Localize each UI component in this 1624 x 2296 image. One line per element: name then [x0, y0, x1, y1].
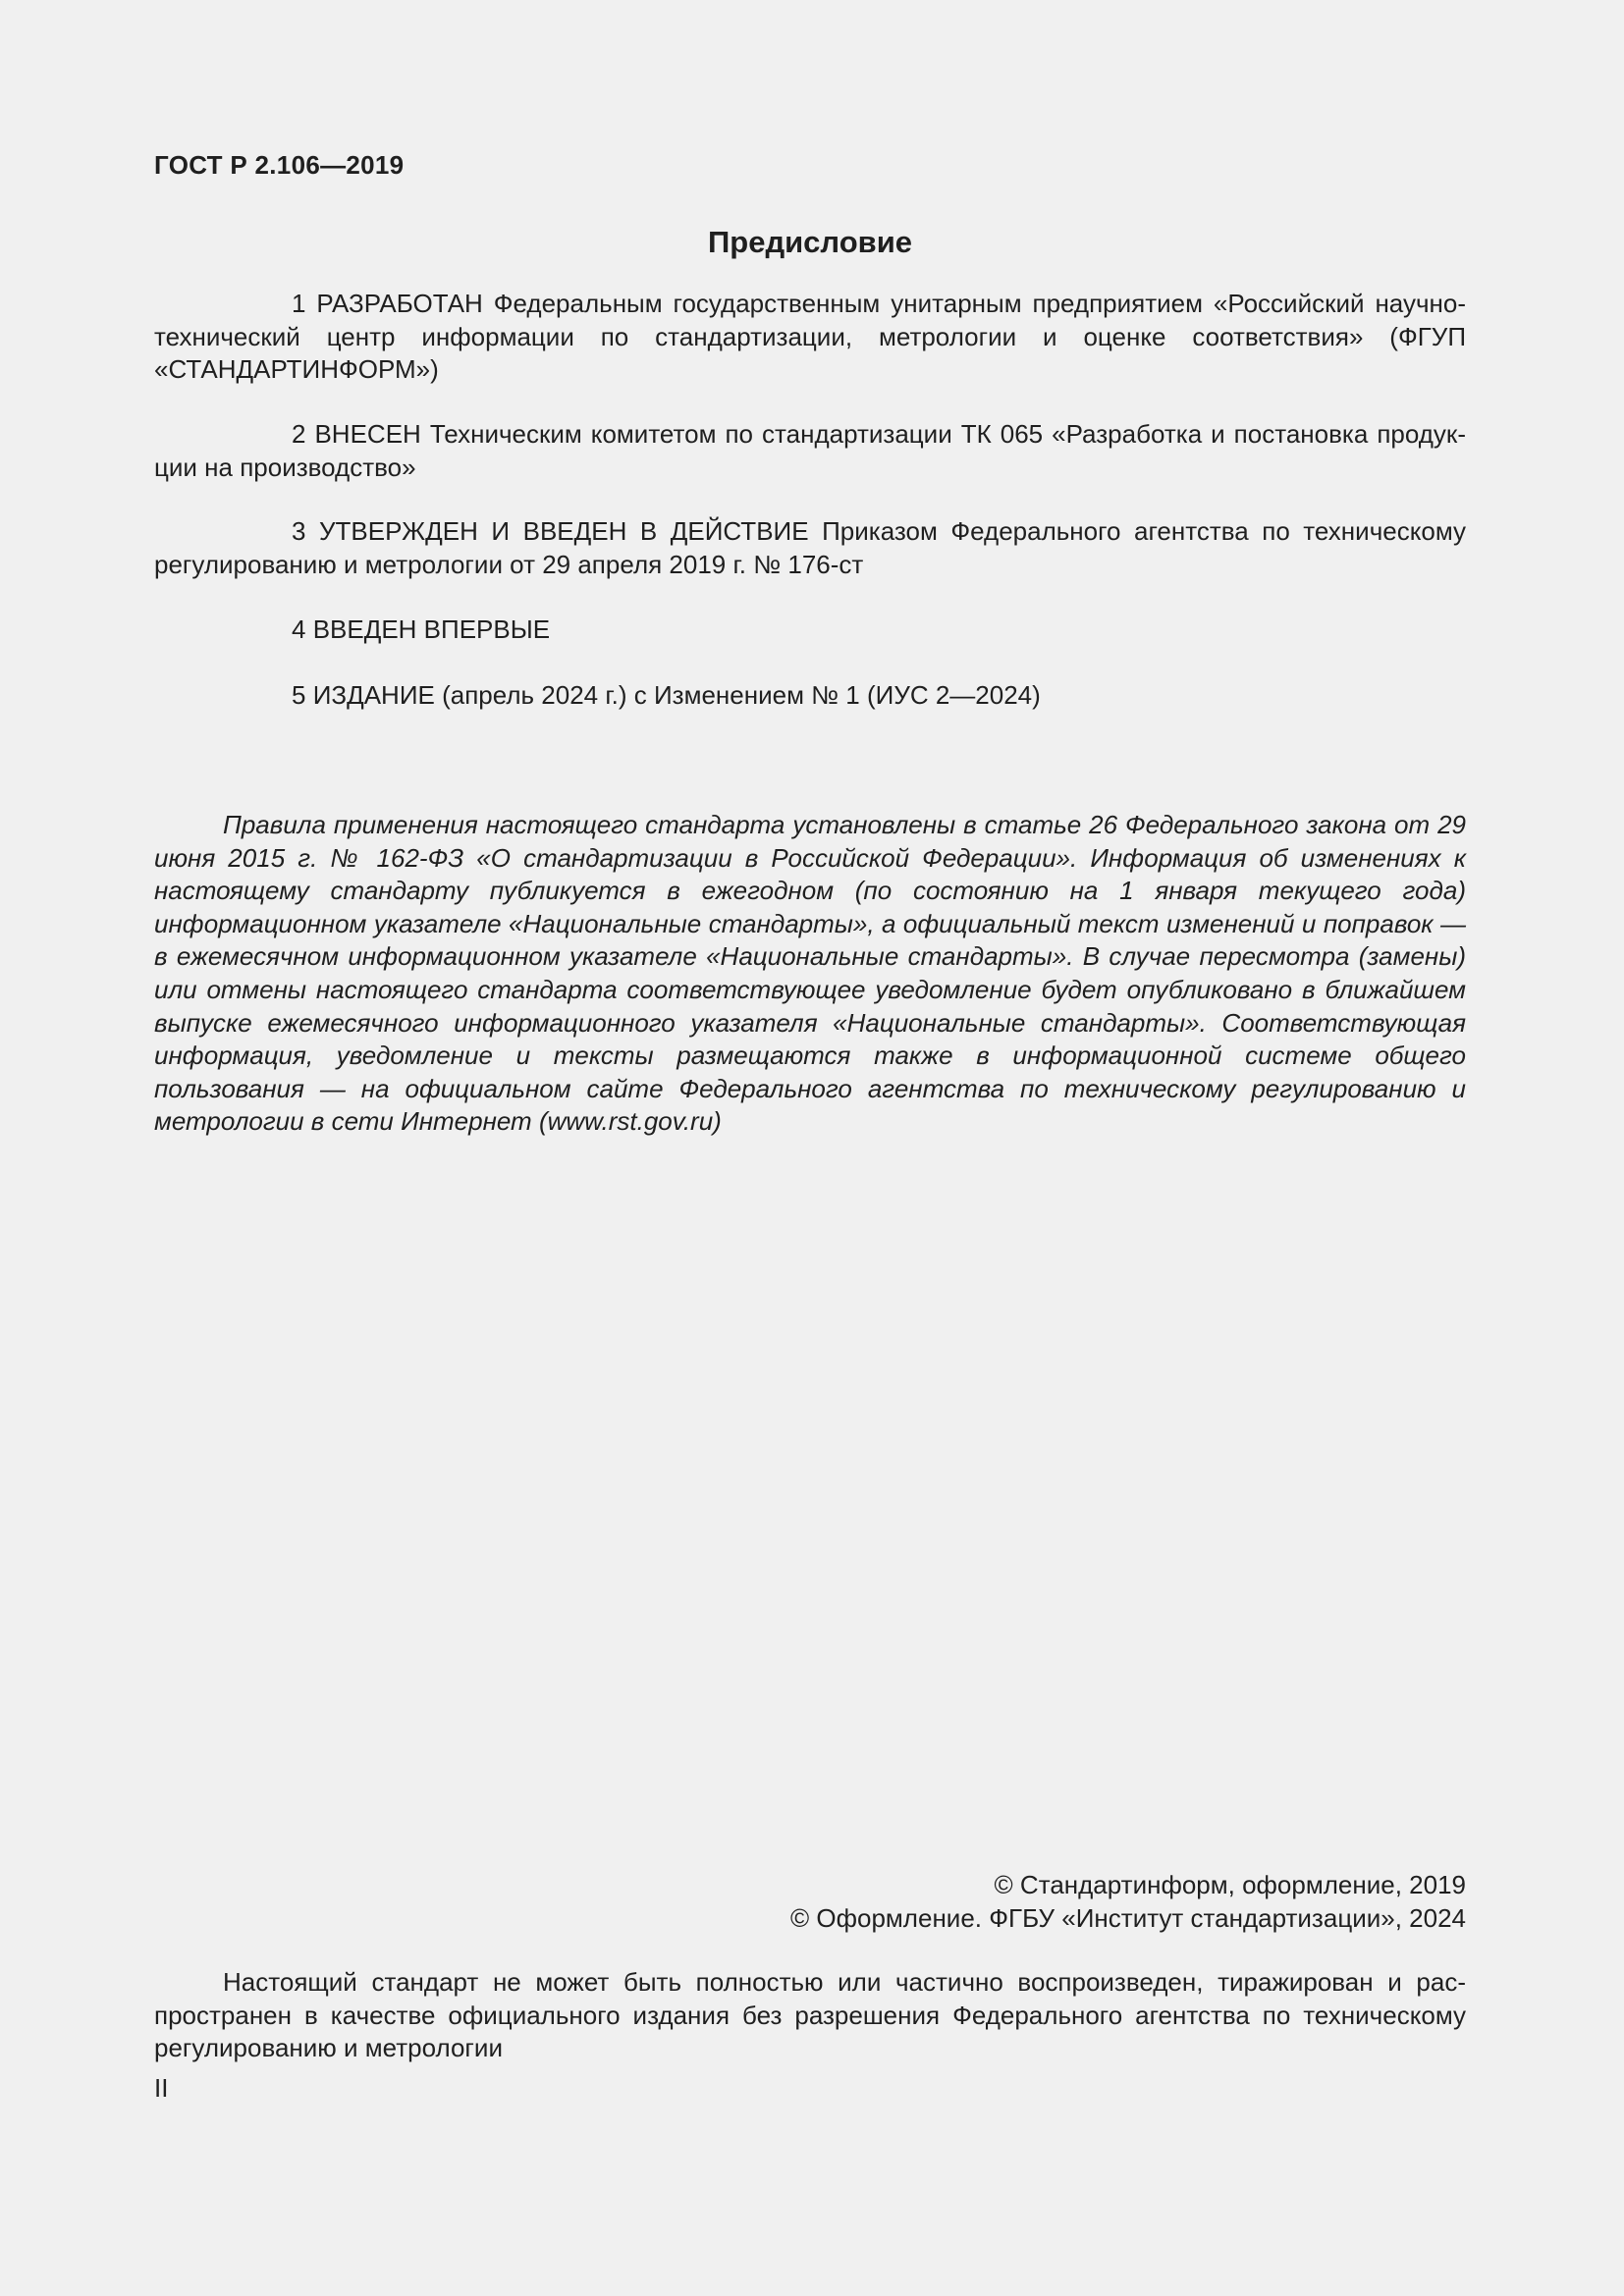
reproduction-notice: Настоящий стандарт не может быть полностью или частично воспроизведен, тиражирован и распространен в качестве официального издания без разрешения Федерального агентства по техническому регулированию и метрологии — [154, 1967, 1466, 2062]
foreword-item-1 — [154, 288, 1466, 387]
item-text: ВНЕСЕН Техническим комитетом по стандартизации ТК 065 «Разработка и постановка продукции на производство» — [154, 419, 1466, 482]
foreword-item-5 — [154, 679, 1466, 713]
copyright-line: © Оформление. ФГБУ «Институт стандартизации», 2024 — [790, 1903, 1466, 1933]
foreword-item-4 — [154, 614, 1466, 647]
foreword-item-3 — [154, 515, 1466, 581]
page-title: Предисловие — [707, 225, 912, 259]
copyright-line: © Стандартинформ, оформление, 2019 — [994, 1870, 1466, 1899]
item-number: 2 — [292, 419, 306, 449]
item-text: ИЗДАНИЕ (апрель 2024 г.) с Изменением № 1 (ИУС 2—2024) — [312, 680, 1041, 710]
item-number: 4 — [292, 614, 306, 644]
item-text: ВВЕДЕН ВПЕРВЫЕ — [312, 614, 551, 644]
item-text: РАЗРАБОТАН Федеральным государственным унитарным предприятием «Российский научно-технический центр информации по стандартизации, метрологии и оценке соответствия» (ФГУП «СТАНДАРТИНФОРМ») — [154, 289, 1466, 384]
item-number: 1 — [292, 289, 306, 318]
item-number: 3 — [292, 516, 306, 546]
item-number: 5 — [292, 680, 306, 710]
item-text: УТВЕРЖДЕН И ВВЕДЕН В ДЕЙСТВИЕ Приказом Федерального агентства по техническому регулированию и метрологии от 29 апреля 2019 г. № 176-ст — [154, 516, 1466, 579]
foreword-item-2 — [154, 418, 1466, 484]
page-number: II — [154, 2073, 169, 2103]
document-code: ГОСТ Р 2.106—2019 — [154, 150, 405, 180]
application-rules-note: Правила применения настоящего стандарта установлены в статье 26 Федерального закона от 29 июня 2015 г. № 162-ФЗ «О стандартизации в Российской Федерации». Информация об изменениях к настоящему стандарту публикуется в ежегодном (по состоянию на 1 января текущего года) информационном указателе «Национальные стандарты», а официальный текст изменений и поправок — в ежемесячном информационном указателе «Национальные стандарты». В случае пересмотра (замены) или отмены настоящего стандарта соответствующее уведомление будет опубликовано в ближайшем выпуске ежемесячного информационного указателя «Национальные стандарты». Соответствующая информация, уведомление и тексты размещаются также в информационной системе общего пользования — на официальном сайте Федерального агентства по техническому регулированию и метрологии в сети Интернет (www.rst.gov.ru) — [154, 810, 1466, 1137]
